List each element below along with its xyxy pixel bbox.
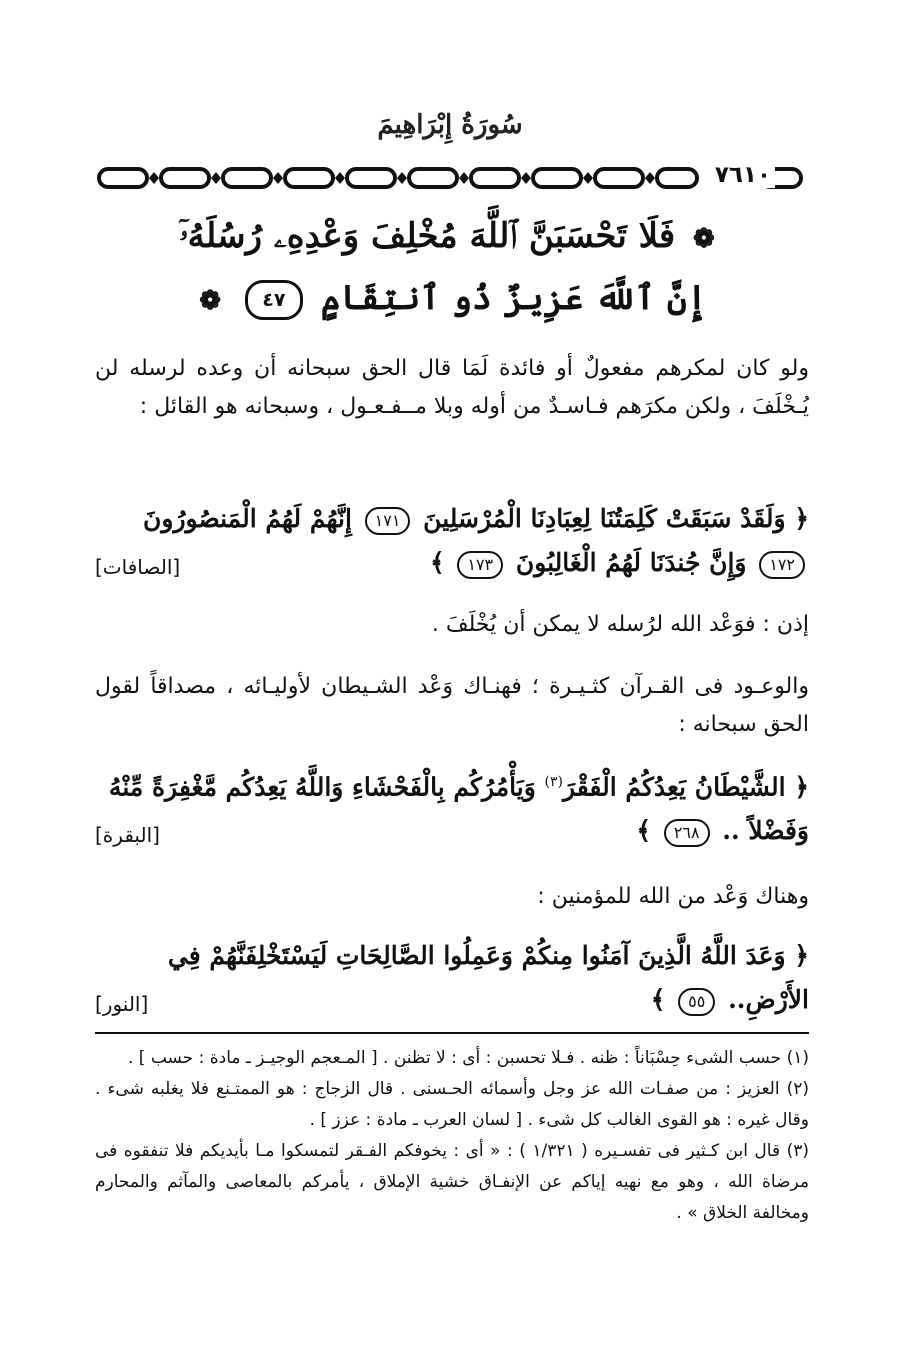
verse-line-2 xyxy=(95,267,805,332)
quote-text: إِنَّهُمْ لَهُمُ الْمَنصُورُونَ xyxy=(143,504,352,533)
quote-open-brace: ﴿ xyxy=(794,504,809,533)
quote-text: الشَّيْطَانُ يَعِدُكُمُ الْفَقْرَ xyxy=(562,772,786,802)
surah-reference: [الصافات] xyxy=(95,555,181,579)
verse-text-1: فَلَا تَحْسَبَنَّ ٱللَّهَ مُخْلِفَ وَعْدِهِۦ رُسُلَهُۥٓ xyxy=(179,216,676,256)
footnote-2: (٢) العزيز : من صفـات الله عز وجل وأسمائه الحـسنى . قال الزجاج : هو الممتـنع فلا يغلبه شىء . وقال غيره : هو القوى الغالب كل شىء . [ لسان العرب ـ مادة : عزز ] . xyxy=(95,1079,809,1130)
quote-text: وَيَأْمُرُكُم بِالْفَحْشَاءِ وَاللَّهُ يَعِدُكُم مَّغْفِرَةً مِّنْهُ وَفَضْلاً .. xyxy=(108,772,809,846)
paragraph-2: إذن : فوَعْد الله لرُسله لا يمكن أن يُخْلَفَ . xyxy=(431,612,809,637)
quote-annur xyxy=(95,934,809,1026)
verse-ornament-icon: ❁ xyxy=(693,224,715,254)
quote-close-brace: ﴾ xyxy=(429,548,445,577)
verse-text-2: إِنَّ ٱللَّهَ عَزِيزٌ ذُو ٱنتِقَامٍ xyxy=(320,278,707,318)
verse-ornament-icon: ❁ xyxy=(199,286,222,316)
ayah-number-badge: ٤٧ xyxy=(245,280,303,320)
ayah-number-badge: ١٧٣ xyxy=(457,551,503,579)
quote-close-brace: ﴾ xyxy=(636,816,652,846)
ayah-number-badge: ٢٦٨ xyxy=(664,819,710,847)
quote-assaffat xyxy=(95,497,809,589)
surah-reference: [النور] xyxy=(95,992,149,1016)
quote-open-brace: ﴿ xyxy=(794,941,809,970)
quote-text: وَعَدَ اللَّهُ الَّذِينَ آمَنُوا مِنكُمْ وَعَمِلُوا الصَّالِحَاتِ لَيَسْتَخْلِفَنَّهُمْ فِي الأَرْضِ.. xyxy=(167,941,809,1014)
footnote-divider xyxy=(95,1032,809,1034)
ayah-number-badge: ٥٥ xyxy=(678,988,715,1016)
quote-close-brace: ﴾ xyxy=(650,985,666,1014)
footnote-marker: (٣) xyxy=(544,774,563,790)
ayah-number-badge: ١٧٢ xyxy=(759,551,805,579)
page-number: ٧٦١٠ xyxy=(711,162,775,188)
verse-line-1 xyxy=(95,205,805,270)
surah-title: سُورَةُ إِبْرَاهِيمَ xyxy=(377,110,523,140)
paragraph-1: ولو كان لمكرهم مفعولٌ أو فائدة لَمَا قال الحق سبحانه أن وعده لرسله لن يُـخْلَفَ ، ولكن مكرَهم فـاسـدٌ من أوله وبلا مــفـعـول ، وسبحانه هو القائل : xyxy=(95,356,809,419)
ayah-number-badge: ١٧١ xyxy=(365,507,411,535)
quote-text: وَإِنَّ جُندَنَا لَهُمُ الْغَالِبُونَ xyxy=(515,548,747,577)
paragraph-4: وهناك وَعْد من الله للمؤمنين : xyxy=(537,884,809,909)
header-ornament-band xyxy=(95,160,805,196)
footnote-1: (١) حسب الشىء حِسْبَاناً : ظنه . فـلا تحسبن : أى : لا تظنن . [ المـعجم الوجيـز ـ مادة : حسب ] . xyxy=(127,1048,809,1068)
quote-text: وَلَقَدْ سَبَقَتْ كَلِمَتُنَا لِعِبَادِنَا الْمُرْسَلِينَ xyxy=(423,504,786,533)
footnotes xyxy=(95,1043,809,1229)
chain-ornament-icon xyxy=(95,160,805,196)
quote-albaqarah xyxy=(95,760,809,857)
quote-open-brace: ﴿ xyxy=(794,772,809,802)
paragraph-3: والوعـود فى القـرآن كثـيـرة ؛ فهنـاك وَعْد الشـيطان لأوليـائه ، مصداقاً لقول الحق سبحانه : xyxy=(95,674,809,737)
footnote-3: (٣) قال ابن كـثير فى تفسـيره ( ١/٣٢١ ) : « أى : يخوفكم الفـقر لتمسكوا مـا بأيديكم فلا تنفقوه فى مرضاة الله ، وهو مع نهيه إياكم عن الإنفـاق خشية الإملاق ، يأمركم بالمعاصى والمآثم والمحارم ومخالفة الخلاق » . xyxy=(95,1141,809,1223)
surah-reference: [البقرة] xyxy=(95,823,160,848)
